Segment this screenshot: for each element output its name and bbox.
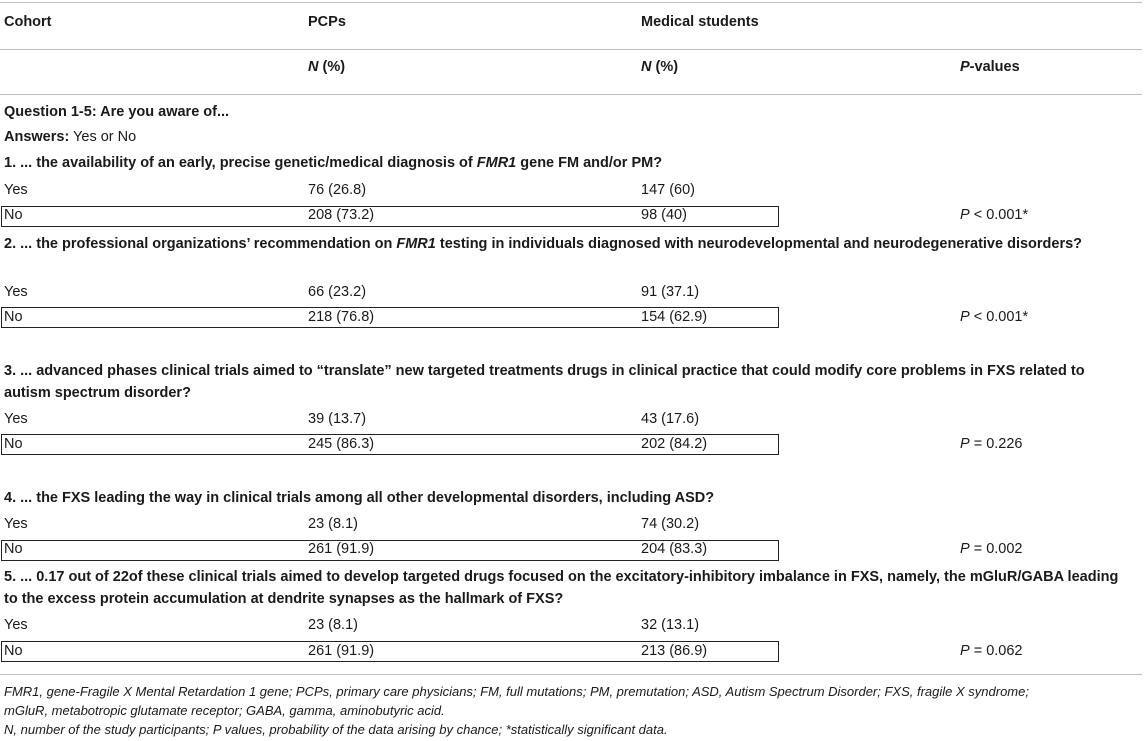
q1-no-pcp: 208 (73.2) xyxy=(308,207,375,223)
q5-no-pcp: 261 (91.9) xyxy=(308,643,375,659)
q5-yes-student: 32 (13.1) xyxy=(641,617,700,633)
q3-no-student: 202 (84.2) xyxy=(641,436,708,452)
q3-p-value: P = 0.226 xyxy=(960,436,1023,452)
q2-yes-label: Yes xyxy=(4,284,28,300)
q4-yes-student: 74 (30.2) xyxy=(641,516,700,532)
question-4-text: 4. ... the FXS leading the way in clinical trials among all other developmental disorders, including ASD? xyxy=(4,490,715,506)
footnote-abbreviations-2: mGluR, metabotropic glutamate receptor; GABA, gamma, aminobutyric acid. xyxy=(4,703,445,718)
header-bottom-rule xyxy=(0,94,1142,95)
q1-yes-student: 147 (60) xyxy=(641,182,696,198)
q3-no-pcp: 245 (86.3) xyxy=(308,436,375,452)
question-range-heading: Question 1-5: Are you aware of... xyxy=(4,104,230,120)
q1-no-label: No xyxy=(4,207,23,223)
header-n-students: N (%) xyxy=(641,59,679,75)
footnote-abbreviations-1: FMR1, gene-Fragile X Mental Retardation 1 gene; PCPs, primary care physicians; FM, full mutations; PM, premutation; ASD, Autism Spectrum Disorder; FXS, fragile X syndrome; xyxy=(4,684,1029,699)
question-3-text: 3. ... advanced phases clinical trials aimed to “translate” new targeted treatments drugs in clinical practice that could modify core problems in FXS related to autism spectrum disorder? xyxy=(4,363,1085,401)
q3-yes-label: Yes xyxy=(4,411,28,427)
q2-no-student: 154 (62.9) xyxy=(641,309,708,325)
q3-yes-student: 43 (17.6) xyxy=(641,411,700,427)
q4-no-pcp: 261 (91.9) xyxy=(308,541,375,557)
table-top-rule xyxy=(0,2,1142,3)
q5-yes-pcp: 23 (8.1) xyxy=(308,617,358,633)
q4-p-value: P = 0.002 xyxy=(960,541,1023,557)
q4-no-label: No xyxy=(4,541,23,557)
q1-no-student: 98 (40) xyxy=(641,207,687,223)
q2-yes-pcp: 66 (23.2) xyxy=(308,284,367,300)
header-divider xyxy=(0,49,1142,50)
header-n-pcps: N (%) xyxy=(308,59,346,75)
q2-p-value: P < 0.001* xyxy=(960,309,1029,325)
question-2-text: 2. ... the professional organizations’ recommendation on FMR1 testing in individuals diagnosed with neurodevelopmental and neurodegenerative disorders? xyxy=(4,236,1083,252)
q2-yes-student: 91 (37.1) xyxy=(641,284,700,300)
q1-yes-label: Yes xyxy=(4,182,28,198)
q5-no-label: No xyxy=(4,643,23,659)
footnote-definitions: N, number of the study participants; P values, probability of the data arising by chance; *statistically significant data. xyxy=(4,722,668,737)
header-cohort: Cohort xyxy=(4,14,52,30)
table-bottom-rule xyxy=(0,674,1142,675)
q4-yes-label: Yes xyxy=(4,516,28,532)
q5-p-value: P = 0.062 xyxy=(960,643,1023,659)
q5-yes-label: Yes xyxy=(4,617,28,633)
q3-no-label: No xyxy=(4,436,23,452)
q2-no-label: No xyxy=(4,309,23,325)
q4-yes-pcp: 23 (8.1) xyxy=(308,516,358,532)
header-p-values: P-values xyxy=(960,59,1020,75)
q3-yes-pcp: 39 (13.7) xyxy=(308,411,367,427)
q1-p-value: P < 0.001* xyxy=(960,207,1029,223)
header-pcps: PCPs xyxy=(308,14,346,30)
q1-yes-pcp: 76 (26.8) xyxy=(308,182,367,198)
question-1-text: 1. ... the availability of an early, precise genetic/medical diagnosis of FMR1 gene FM and/or PM? xyxy=(4,155,663,171)
header-medical-students: Medical students xyxy=(641,14,759,30)
q4-no-student: 204 (83.3) xyxy=(641,541,708,557)
question-5-text: 5. ... 0.17 out of 22of these clinical trials aimed to develop targeted drugs focused on the excitatory-inhibitory imbalance in FXS, namely, the mGluR/GABA leading to the excess protein accumulation at dendrite synapses as the hallmark of FXS? xyxy=(4,569,1119,607)
answers-line: Answers: Yes or No xyxy=(4,129,137,145)
q2-no-pcp: 218 (76.8) xyxy=(308,309,375,325)
q5-no-student: 213 (86.9) xyxy=(641,643,708,659)
